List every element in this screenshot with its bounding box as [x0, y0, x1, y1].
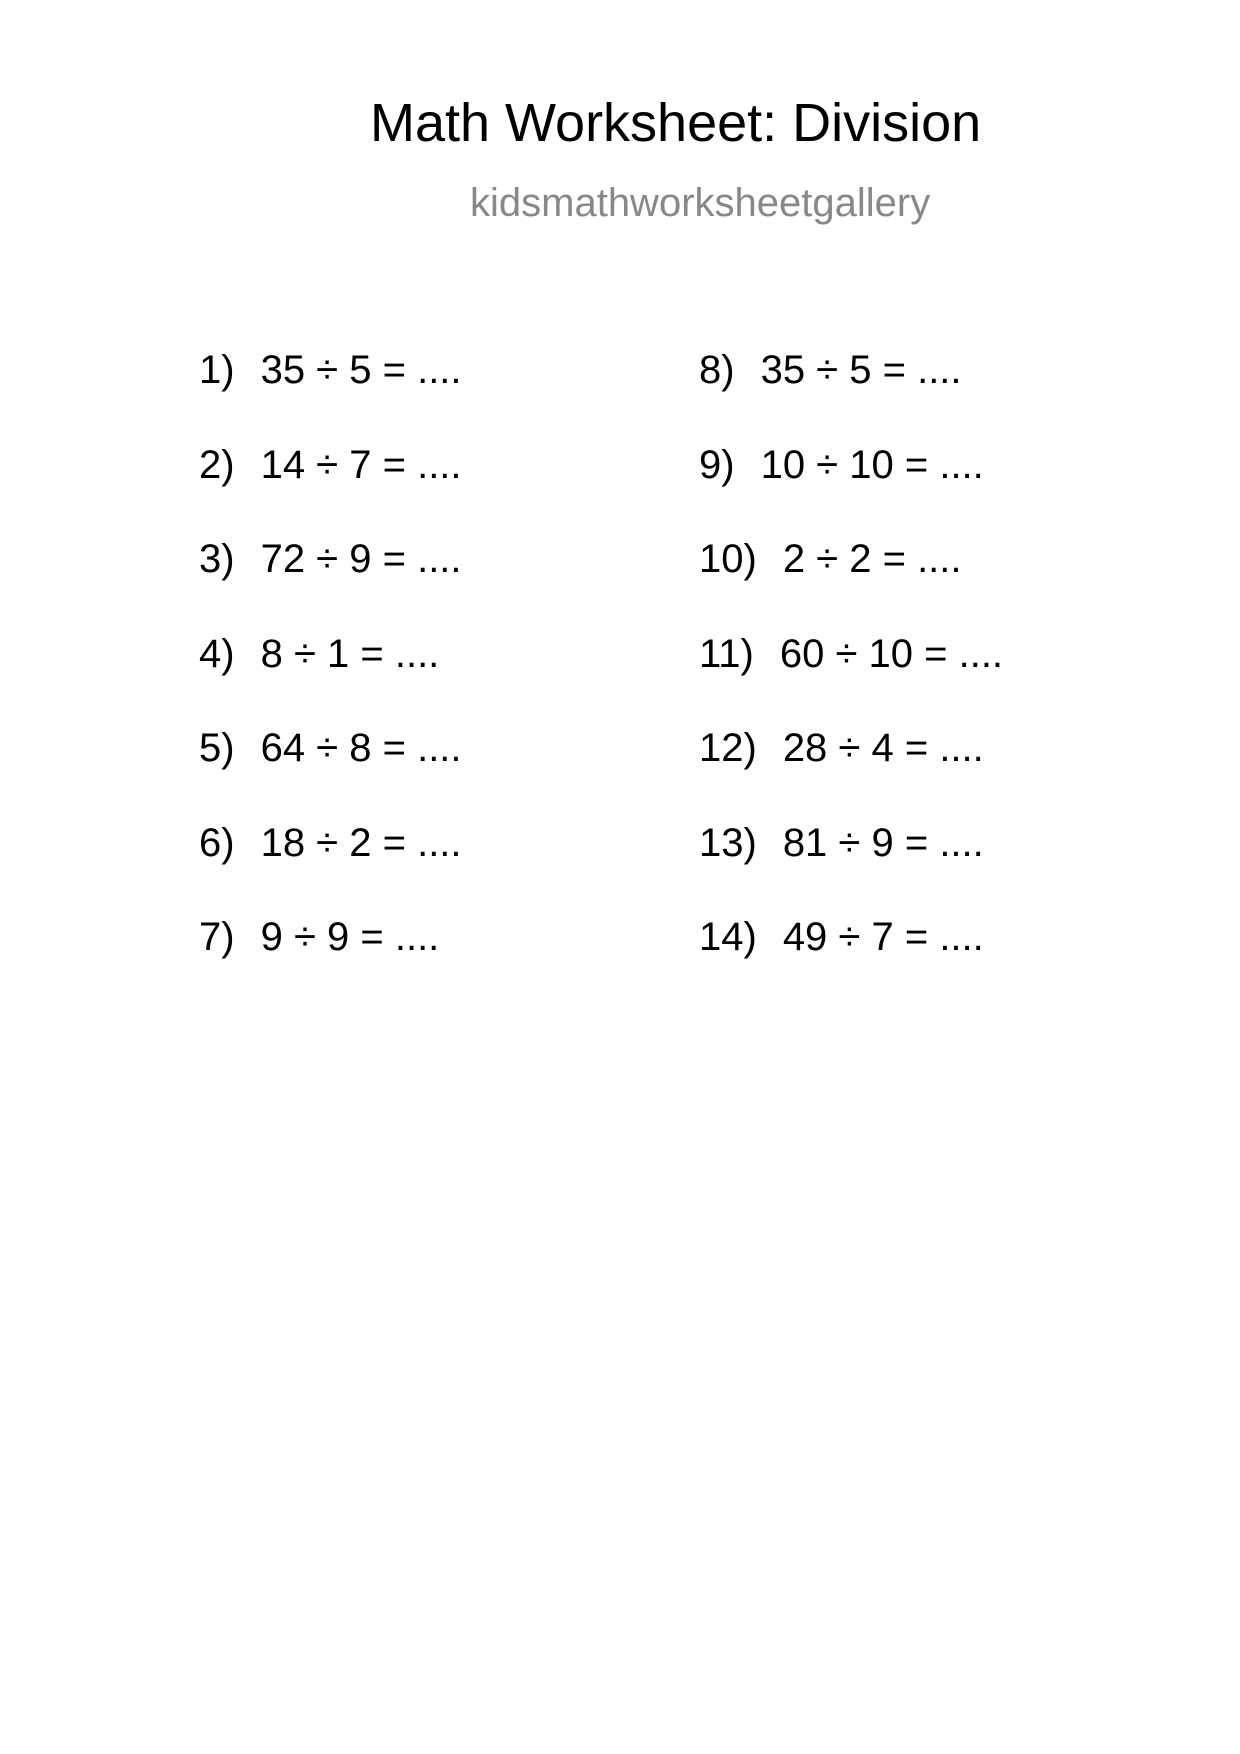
problem-number: 4) [199, 631, 235, 676]
problem-number: 2) [199, 442, 235, 487]
problem-number: 1) [199, 348, 235, 392]
problem-item [699, 350, 1003, 445]
problem-number: 3) [199, 537, 235, 581]
problem-item [199, 539, 462, 634]
problem-expression: 49 ÷ 7 = .... [782, 915, 984, 959]
problem-expression: 2 ÷ 2 = .... [782, 537, 962, 581]
problem-item [699, 442, 1003, 540]
problem-expression: 60 ÷ 10 = .... [779, 631, 1004, 676]
problem-item [199, 728, 462, 823]
problem-number: 13) [699, 820, 757, 865]
problem-expression: 28 ÷ 4 = .... [782, 726, 984, 770]
problem-item [199, 350, 462, 445]
problem-expression: 81 ÷ 9 = .... [782, 820, 984, 865]
problem-expression: 8 ÷ 1 = .... [260, 631, 440, 676]
problem-number: 14) [699, 915, 757, 959]
problem-item [699, 539, 1003, 634]
problem-item [699, 728, 1003, 823]
problem-item [199, 820, 462, 918]
problem-item [699, 820, 1003, 918]
problem-expression: 35 ÷ 5 = .... [260, 348, 462, 392]
problem-expression: 9 ÷ 9 = .... [260, 915, 440, 959]
problem-number: 10) [699, 537, 757, 581]
problems-right-column [699, 350, 1003, 1012]
problem-expression: 72 ÷ 9 = .... [260, 537, 462, 581]
problem-item [699, 917, 1003, 1012]
problem-item [199, 917, 462, 1012]
problem-number: 5) [199, 726, 235, 770]
problem-expression: 35 ÷ 5 = .... [760, 348, 962, 392]
problem-number: 12) [699, 726, 757, 770]
problem-number: 6) [199, 820, 235, 865]
problem-expression: 14 ÷ 7 = .... [260, 442, 462, 487]
problem-number: 8) [699, 348, 735, 392]
problem-expression: 64 ÷ 8 = .... [260, 726, 462, 770]
page-subtitle: kidsmathworksheetgallery [470, 181, 931, 225]
problem-expression: 18 ÷ 2 = .... [260, 820, 462, 865]
problem-number: 7) [199, 915, 235, 959]
problem-item [699, 631, 1004, 729]
problem-item [199, 631, 462, 729]
problems-left-column [199, 350, 462, 1012]
problem-number: 9) [699, 442, 735, 487]
problem-expression: 10 ÷ 10 = .... [760, 442, 984, 487]
problem-item [199, 442, 462, 540]
page-title: Math Worksheet: Division [370, 93, 982, 153]
problem-number: 11) [699, 631, 754, 676]
